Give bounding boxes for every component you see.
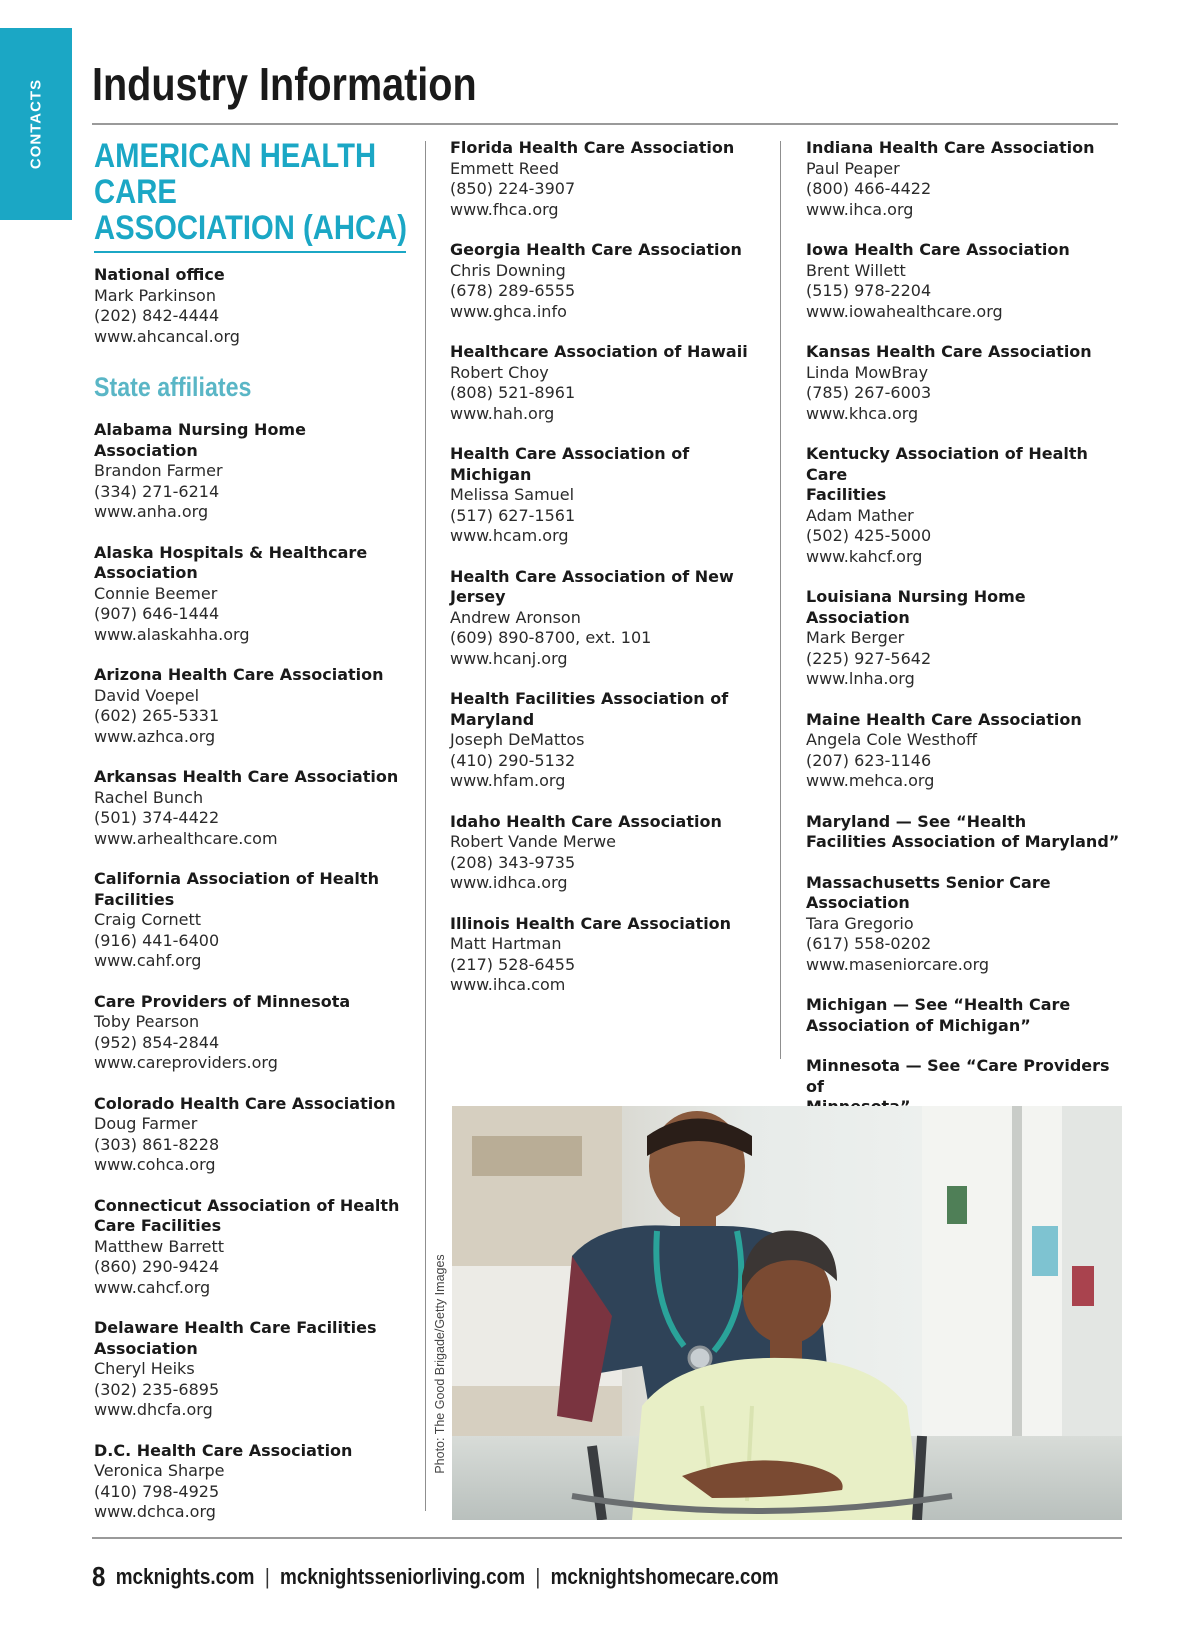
affiliate-contact: David Voepel xyxy=(94,685,200,705)
page-number: 8 xyxy=(92,1561,106,1592)
affiliate-name: Iowa Health Care Association xyxy=(806,240,1070,259)
affiliate-website[interactable]: www.dchca.org xyxy=(94,1502,216,1521)
affiliate-website[interactable]: www.alaskahha.org xyxy=(94,624,250,644)
affiliate-phone[interactable]: (217) 528-6455 xyxy=(450,954,576,974)
affiliate-list-column-2 xyxy=(450,138,770,996)
affiliate-phone[interactable]: (907) 646-1444 xyxy=(94,604,220,623)
affiliate-name: Association xyxy=(94,563,198,582)
affiliate-contact: Veronica Sharpe xyxy=(94,1461,225,1480)
affiliate-name: Kentucky Association of Health Care xyxy=(806,444,1088,484)
affiliate-name: Maryland xyxy=(450,709,535,729)
affiliate-website[interactable]: www.cohca.org xyxy=(94,1155,216,1174)
footer-separator: | xyxy=(535,1564,541,1589)
column-divider-1 xyxy=(425,141,426,1511)
affiliate-name: Maryland — See “Health xyxy=(806,811,1027,831)
affiliate-entry xyxy=(806,138,1126,220)
affiliate-name: Association of Michigan” xyxy=(806,1015,1031,1035)
affiliate-entry xyxy=(94,665,410,747)
affiliate-website[interactable]: www.careproviders.org xyxy=(94,1053,278,1072)
affiliate-contact: Angela Cole Westhoff xyxy=(806,730,978,749)
affiliate-website[interactable]: www.iowahealthcare.org xyxy=(806,301,1003,321)
affiliate-name: Health Care Association of Michigan xyxy=(450,444,690,484)
affiliate-phone[interactable]: (609) 890-8700, ext. 101 xyxy=(450,628,652,647)
affiliate-name: Healthcare Association of Hawaii xyxy=(450,342,748,361)
affiliate-name: California Association of Health xyxy=(94,869,379,888)
affiliate-phone[interactable]: (800) 466-4422 xyxy=(806,179,932,198)
affiliate-name: Association xyxy=(94,1338,198,1358)
footer-separator: | xyxy=(264,1564,270,1589)
affiliate-website[interactable]: www.hfam.org xyxy=(450,771,566,790)
photo-illustration xyxy=(452,1106,1122,1520)
national-office xyxy=(94,265,410,347)
affiliate-phone[interactable]: (952) 854-2844 xyxy=(94,1032,220,1052)
affiliate-phone[interactable]: (208) 343-9735 xyxy=(450,852,576,872)
affiliate-entry xyxy=(94,992,410,1074)
affiliate-website[interactable]: www.kahcf.org xyxy=(806,546,923,566)
affiliate-contact: Brent Willett xyxy=(806,260,906,280)
affiliate-phone[interactable]: (602) 265-5331 xyxy=(94,706,220,725)
affiliate-entry xyxy=(806,587,1126,690)
affiliate-name: Care Providers of Minnesota xyxy=(94,991,351,1011)
ahca-heading-line-2: ASSOCIATION (AHCA) xyxy=(94,209,407,247)
affiliate-contact: Brandon Farmer xyxy=(94,461,223,480)
footer-link-mcknights[interactable]: mcknights.com xyxy=(115,1564,255,1589)
affiliate-name: Kansas Health Care Association xyxy=(806,342,1092,361)
affiliate-name: Alabama Nursing Home Association xyxy=(94,420,306,460)
affiliate-entry xyxy=(94,1094,410,1176)
affiliate-entry xyxy=(94,1196,410,1299)
affiliate-phone[interactable]: (410) 798-4925 xyxy=(94,1481,220,1501)
affiliate-contact: Linda MowBray xyxy=(806,362,929,382)
affiliate-website[interactable]: www.hah.org xyxy=(450,403,555,423)
national-office-contact: Mark Parkinson xyxy=(94,285,216,305)
affiliate-phone[interactable]: (860) 290-9424 xyxy=(94,1257,220,1276)
affiliate-entry xyxy=(450,138,770,220)
affiliate-name: Arkansas Health Care Association xyxy=(94,767,399,786)
affiliate-website[interactable]: www.ihca.com xyxy=(450,975,566,994)
affiliate-contact: Mark Berger xyxy=(806,628,905,647)
column-3 xyxy=(806,138,1126,1138)
affiliate-entry xyxy=(806,240,1126,322)
affiliate-list-column-3 xyxy=(806,138,1126,1118)
affiliate-contact: Craig Cornett xyxy=(94,910,202,929)
affiliate-website[interactable]: www.fhca.org xyxy=(450,199,559,219)
affiliate-phone[interactable]: (916) 441-6400 xyxy=(94,930,220,950)
affiliate-website[interactable]: www.hcanj.org xyxy=(450,648,568,668)
affiliate-name: Indiana Health Care Association xyxy=(806,138,1095,157)
national-office-label: National office xyxy=(94,265,225,284)
affiliate-name: Care Facilities xyxy=(94,1216,222,1235)
affiliate-phone[interactable]: (302) 235-6895 xyxy=(94,1379,220,1399)
affiliate-website[interactable]: www.ihca.org xyxy=(806,199,914,219)
affiliate-name: Delaware Health Care Facilities xyxy=(94,1318,377,1337)
affiliate-entry xyxy=(806,342,1126,424)
affiliate-name: Facilities xyxy=(806,485,887,504)
affiliate-entry xyxy=(450,812,770,894)
affiliate-website[interactable]: www.khca.org xyxy=(806,403,919,423)
affiliate-name: Illinois Health Care Association xyxy=(450,913,732,933)
affiliate-contact: Adam Mather xyxy=(806,505,914,525)
affiliate-website[interactable]: www.mehca.org xyxy=(806,771,935,790)
affiliate-contact: Andrew Aronson xyxy=(450,607,581,627)
affiliate-name: Louisiana Nursing Home Association xyxy=(806,587,1026,627)
footer xyxy=(92,1560,779,1594)
ahca-heading-line-1: AMERICAN HEALTH CARE xyxy=(94,137,377,211)
affiliate-website[interactable]: www.hcam.org xyxy=(450,526,569,545)
affiliate-entry xyxy=(450,342,770,424)
affiliate-name: Jersey xyxy=(450,587,506,606)
affiliate-phone[interactable]: (207) 623-1146 xyxy=(806,750,932,770)
affiliate-website[interactable]: www.cahcf.org xyxy=(94,1277,211,1297)
affiliate-phone[interactable]: (410) 290-5132 xyxy=(450,750,576,770)
affiliate-phone[interactable]: (850) 224-3907 xyxy=(450,179,576,198)
affiliate-contact: Melissa Samuel xyxy=(450,485,575,504)
affiliate-phone[interactable]: (502) 425-5000 xyxy=(806,526,932,545)
affiliate-website[interactable]: www.maseniorcare.org xyxy=(806,954,990,974)
affiliate-website[interactable]: www.idhca.org xyxy=(450,873,568,892)
affiliate-phone[interactable]: (303) 861-8228 xyxy=(94,1134,220,1154)
national-office-phone[interactable]: (202) 842-4444 xyxy=(94,306,220,325)
affiliate-name: Massachusetts Senior Care xyxy=(806,872,1051,892)
affiliate-entry xyxy=(94,420,410,523)
affiliate-contact: Matt Hartman xyxy=(450,934,562,953)
affiliate-entry xyxy=(450,914,770,996)
affiliate-phone[interactable]: (678) 289-6555 xyxy=(450,281,576,300)
affiliate-contact: Doug Farmer xyxy=(94,1114,198,1133)
affiliate-entry xyxy=(94,543,410,646)
affiliate-website[interactable]: www.azhca.org xyxy=(94,726,216,746)
affiliate-phone[interactable]: (785) 267-6003 xyxy=(806,383,932,402)
affiliate-entry xyxy=(94,1441,410,1523)
affiliate-entry xyxy=(806,444,1126,567)
ahca-heading xyxy=(94,138,408,246)
affiliate-website[interactable]: www.anha.org xyxy=(94,502,209,521)
affiliate-entry xyxy=(450,567,770,670)
affiliate-website[interactable]: www.ghca.info xyxy=(450,301,567,321)
affiliate-name: Georgia Health Care Association xyxy=(450,240,742,259)
affiliate-entry xyxy=(450,240,770,322)
affiliate-website[interactable]: www.lnha.org xyxy=(806,669,915,688)
footer-link-senior-living[interactable]: mcknightsseniorliving.com xyxy=(280,1564,526,1589)
affiliate-name: Michigan — See “Health Care xyxy=(806,995,1071,1014)
affiliate-phone[interactable]: (617) 558-0202 xyxy=(806,934,932,953)
affiliate-name: Minnesota — See “Care Providers of xyxy=(806,1056,1110,1096)
footer-rule xyxy=(92,1537,1122,1539)
affiliate-website[interactable]: www.arhealthcare.com xyxy=(94,828,278,848)
ahca-rule xyxy=(94,251,406,253)
affiliate-phone[interactable]: (334) 271-6214 xyxy=(94,481,220,501)
contacts-tab-label: CONTACTS xyxy=(27,78,45,170)
affiliate-contact: Emmett Reed xyxy=(450,158,559,178)
national-office-website[interactable]: www.ahcancal.org xyxy=(94,326,240,346)
affiliate-entry xyxy=(94,1318,410,1421)
affiliate-name: Facilities Association of Maryland” xyxy=(806,832,1120,851)
nurse-patient-photo xyxy=(452,1106,1122,1520)
affiliate-name: D.C. Health Care Association xyxy=(94,1440,353,1460)
affiliate-phone[interactable]: (225) 927-5642 xyxy=(806,648,932,668)
affiliate-name: Florida Health Care Association xyxy=(450,138,735,157)
affiliate-entry xyxy=(450,689,770,792)
affiliate-contact: Paul Peaper xyxy=(806,158,900,178)
column-2 xyxy=(450,138,770,1016)
affiliate-entry xyxy=(806,995,1126,1036)
affiliate-entry xyxy=(450,444,770,547)
affiliate-name: Idaho Health Care Association xyxy=(450,811,722,831)
affiliate-contact: Tara Gregorio xyxy=(806,913,914,933)
affiliate-name: Association xyxy=(806,893,910,912)
column-divider-2 xyxy=(780,141,781,1059)
affiliate-name: Arizona Health Care Association xyxy=(94,665,384,684)
column-1 xyxy=(94,138,410,1543)
affiliate-contact: Matthew Barrett xyxy=(94,1236,225,1256)
affiliate-entry xyxy=(806,812,1126,853)
affiliate-contact: Toby Pearson xyxy=(94,1012,200,1031)
affiliate-name: Health Care Association of New xyxy=(450,566,734,586)
affiliate-contact: Connie Beemer xyxy=(94,583,218,603)
affiliate-contact: Joseph DeMattos xyxy=(450,730,585,749)
affiliate-list-column-1 xyxy=(94,420,410,1523)
page-title: Industry Information xyxy=(92,58,477,110)
affiliate-name: Maine Health Care Association xyxy=(806,709,1082,729)
affiliate-phone[interactable]: (501) 374-4422 xyxy=(94,808,220,827)
footer-link-home-care[interactable]: mcknightshomecare.com xyxy=(550,1564,779,1589)
affiliate-name: Facilities xyxy=(94,889,175,909)
affiliate-name: Alaska Hospitals & Healthcare xyxy=(94,542,368,562)
affiliate-entry xyxy=(94,869,410,972)
affiliate-name: Colorado Health Care Association xyxy=(94,1093,396,1113)
affiliate-phone[interactable]: (515) 978-2204 xyxy=(806,281,932,300)
affiliate-contact: Robert Choy xyxy=(450,362,549,382)
photo-credit: Photo: The Good Brigade/Getty Images xyxy=(433,1254,447,1474)
affiliate-name: Connecticut Association of Health xyxy=(94,1195,400,1215)
affiliate-entry xyxy=(806,710,1126,792)
affiliate-name: Health Facilities Association of xyxy=(450,689,729,708)
affiliate-contact: Rachel Bunch xyxy=(94,787,204,807)
affiliate-website[interactable]: www.dhcfa.org xyxy=(94,1400,213,1419)
affiliate-contact: Cheryl Heiks xyxy=(94,1359,195,1378)
affiliate-entry xyxy=(806,873,1126,976)
title-rule xyxy=(92,123,1118,125)
affiliate-phone[interactable]: (517) 627-1561 xyxy=(450,505,576,525)
affiliate-contact: Chris Downing xyxy=(450,260,566,280)
affiliate-website[interactable]: www.cahf.org xyxy=(94,951,202,970)
affiliate-phone[interactable]: (808) 521-8961 xyxy=(450,383,576,402)
affiliate-entry xyxy=(94,767,410,849)
state-affiliates-heading: State affiliates xyxy=(94,372,252,402)
affiliate-contact: Robert Vande Merwe xyxy=(450,832,617,851)
